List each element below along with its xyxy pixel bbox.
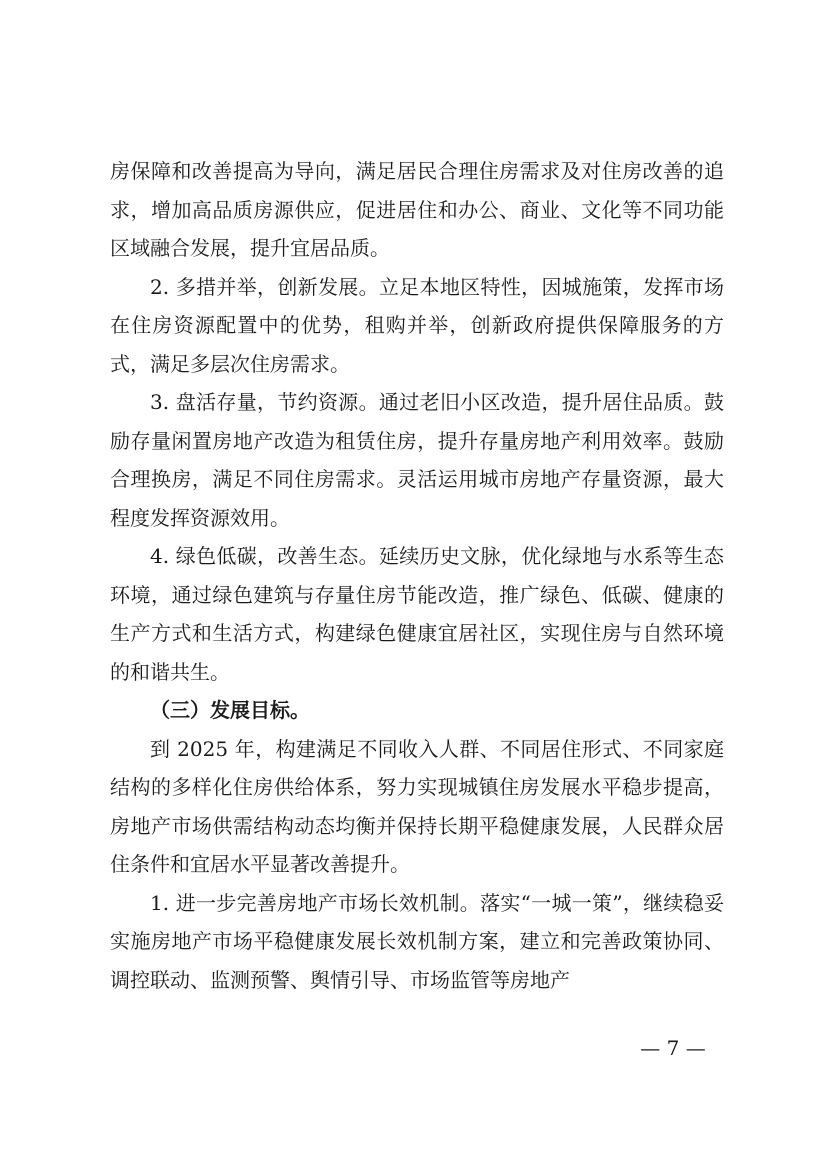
paragraph-principle-4: 4. 绿色低碳，改善生态。延续历史文脉，优化绿地与水系等生态环境，通过绿色建筑与存量住房节能改造，推广绿色、低碳、健康的生产方式和生活方式，构建绿色健康宜居社区，实现住房与自然环境的和谐共生。 (110, 544, 724, 684)
paragraph-continuation: 房保障和改善提高为导向，满足居民合理住房需求及对住房改善的追求，增加高品质房源供应，促进居住和办公、商业、文化等不同功能区域融合发展，提升宜居品质。 (110, 159, 724, 260)
body-text (110, 152, 724, 999)
paragraph-principle-2: 2. 多措并举，创新发展。立足本地区特性，因城施策，发挥市场在住房资源配置中的优势，租购并举，创新政府提供保障服务的方式，满足多层次住房需求。 (110, 274, 724, 376)
paragraph-goals-overview: 到 2025 年，构建满足不同收入人群、不同居住形式、不同家庭结构的多样化住房供给体系，努力实现城镇住房发展水平稳步提高，房地产市场供需结构动态均衡并保持长期平稳健康发展，人民群众居住条件和宜居水平显著改善提升。 (110, 736, 724, 876)
page-number: — 7 — (640, 1036, 706, 1060)
section-heading-goals: （三）发展目标。 (150, 698, 310, 722)
paragraph-goal-1: 1. 进一步完善房地产市场长效机制。落实“一城一策”，继续稳妥实施房地产市场平稳健康发展长效机制方案，建立和完善政策协同、调控联动、监测预警、舆情引导、市场监管等房地产 (110, 890, 724, 992)
paragraph-principle-3: 3. 盘活存量，节约资源。通过老旧小区改造，提升居住品质。鼓励存量闲置房地产改造为租赁住房，提升存量房地产利用效率。鼓励合理换房，满足不同住房需求。灵活运用城市房地产存量资源，最大程度发挥资源效用。 (110, 390, 724, 530)
